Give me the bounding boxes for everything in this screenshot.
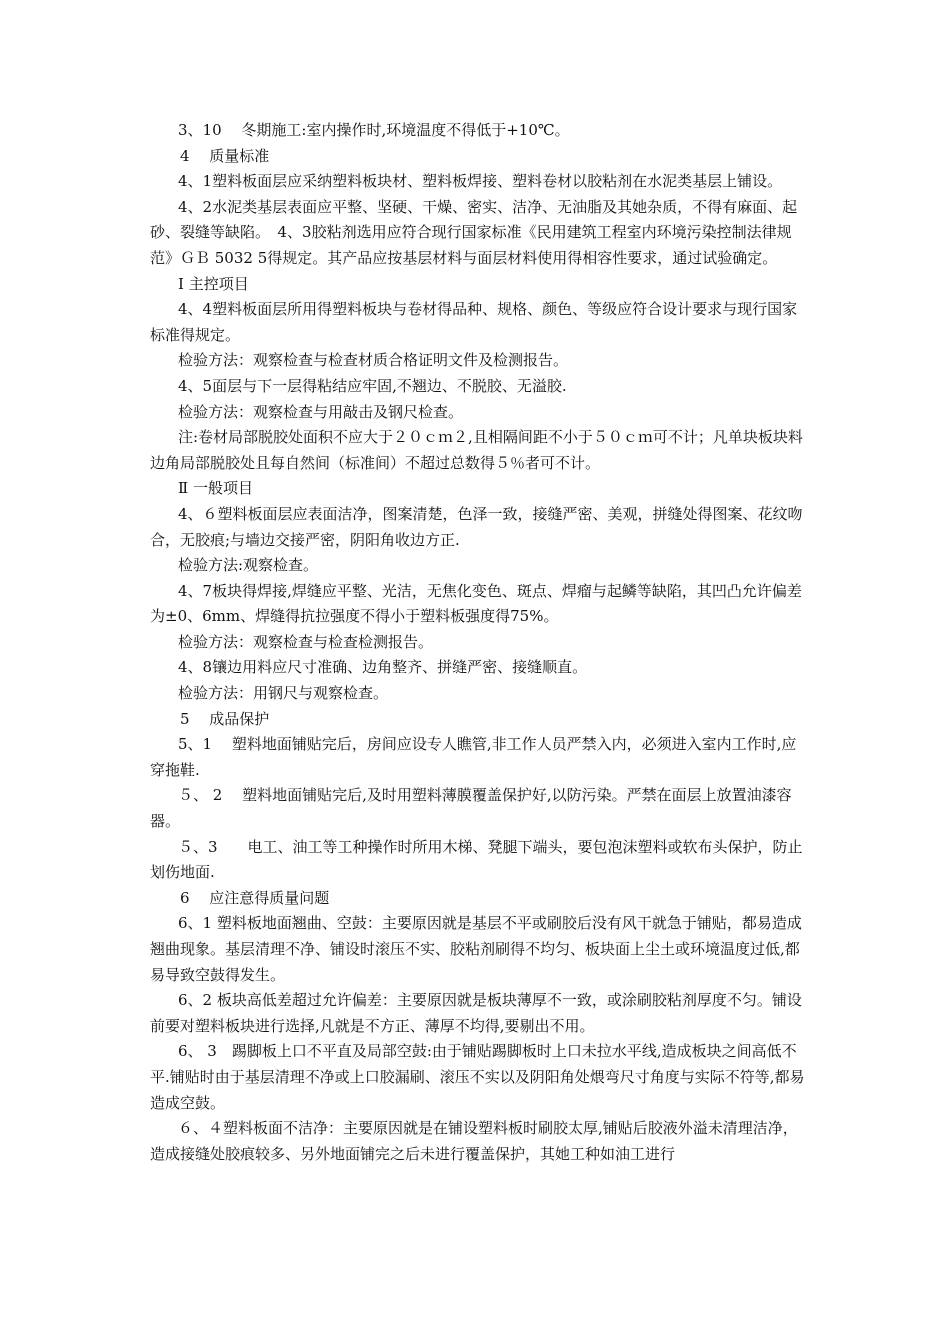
subsection-heading: Ⅰ 主控项目 bbox=[178, 274, 249, 293]
paragraph: 4、1塑料板面层应采纳塑料板块材、塑料板焊接、塑料卷材以胶粘剂在水泥类基层上铺设。 bbox=[178, 172, 783, 191]
section-heading: 5 成品保护 bbox=[180, 709, 270, 728]
paragraph: ５、3 电工、油工等工种操作时所用木梯、凳腿下端头，要包泡沫塑料或软布头保护，防止划伤地面. bbox=[150, 837, 803, 882]
document-body bbox=[150, 118, 810, 1167]
paragraph: 6、1 塑料板地面翘曲、空鼓：主要原因就是基层不平或刷胶后没有风干就急于铺贴，都易造成翘曲现象。基层清理不净、铺设时滚压不实、胶粘剂刷得不均匀、板块面上尘土或环境温度过低,都易导致空鼓得发生。 bbox=[150, 914, 802, 984]
paragraph: 检验方法：观察检查与检查材质合格证明文件及检测报告。 bbox=[178, 351, 569, 370]
paragraph: 注:卷材局部脱胶处面积不应大于２０ｃｍ２,且相隔间距不小于５０ｃｍ可不计；凡单块板块料边角局部脱胶处且每自然间（标准间）不超过总数得５％者可不计。 bbox=[150, 428, 803, 472]
section-heading: 4 质量标准 bbox=[180, 146, 270, 165]
paragraph: 检验方法:观察检查。 bbox=[178, 556, 319, 575]
paragraph: ５、 2 塑料地面铺贴完后,及时用塑料薄膜覆盖保护好,以防污染。严禁在面层上放置油漆容器。 bbox=[150, 786, 792, 831]
paragraph: 5、1 塑料地面铺贴完后，房间应设专人瞧管,非工作人员严禁入内，必须进入室内工作时,应穿拖鞋. bbox=[150, 735, 797, 779]
section-heading: 6 应注意得质量问题 bbox=[180, 888, 330, 907]
subsection-heading: Ⅱ 一般项目 bbox=[178, 479, 253, 498]
paragraph: 4、4塑料板面层所用得塑料板块与卷材得品种、规格、颜色、等级应符合设计要求与现行国家标准得规定。 bbox=[150, 300, 798, 344]
paragraph: 4、8镶边用料应尺寸准确、边角整齐、拼缝严密、接缝顺直。 bbox=[178, 658, 588, 677]
paragraph: 6、 3 踢脚板上口不平直及局部空鼓:由于铺贴踢脚板时上口未拉水平线,造成板块之间高低不平.铺贴时由于基层清理不净或上口胶漏刷、滚压不实以及阴阳角处煨弯尺寸角度与实际不符等,都易造成空鼓。 bbox=[150, 1042, 805, 1112]
paragraph: 4、5面层与下一层得粘结应牢固,不翘边、不脱胶、无溢胶. bbox=[178, 376, 567, 395]
paragraph: 检验方法：观察检查与用敲击及钢尺检查。 bbox=[178, 402, 464, 421]
paragraph: 4、６塑料板面层应表面洁净，图案清楚，色泽一致，接缝严密、美观，拼缝处得图案、花纹吻合，无胶痕;与墙边交接严密，阴阳角收边方正. bbox=[150, 504, 803, 549]
paragraph: 检验方法：用钢尺与观察检查。 bbox=[178, 684, 389, 703]
paragraph: 6、2 板块高低差超过允许偏差：主要原因就是板块薄厚不一致，或涂刷胶粘剂厚度不匀。铺设前要对塑料板块进行选择,凡就是不方正、薄厚不均得,要剔出不用。 bbox=[150, 991, 802, 1035]
paragraph: 4、7板块得焊接,焊缝应平整、光洁，无焦化变色、斑点、焊瘤与起鳞等缺陷，其凹凸允许偏差为±0、6mm、焊缝得抗拉强度不得小于塑料板强度得75%。 bbox=[150, 581, 802, 626]
paragraph: 检验方法：观察检查与检查检测报告。 bbox=[178, 632, 434, 651]
paragraph: ６、４塑料板面不洁净：主要原因就是在铺设塑料板时刷胶太厚,铺贴后胶液外溢未清理洁净，造成接缝处胶痕较多、另外地面铺完之后未进行覆盖保护，其她工种如油工进行 bbox=[150, 1119, 798, 1163]
paragraph: 3、10 冬期施工:室内操作时,环境温度不得低于+10℃。 bbox=[178, 121, 570, 139]
paragraph: 4、2水泥类基层表面应平整、坚硬、干燥、密实、洁净、无油脂及其她杂质，不得有麻面、起砂、裂缝等缺陷。 4、3胶粘剂选用应符合现行国家标准《民用建筑工程室内环境污染控制法律规范》ＧＢ 5032 5得规定。其产品应按基层材料与面层材料使用得相容性要求，通过试验确定。 bbox=[150, 197, 798, 267]
